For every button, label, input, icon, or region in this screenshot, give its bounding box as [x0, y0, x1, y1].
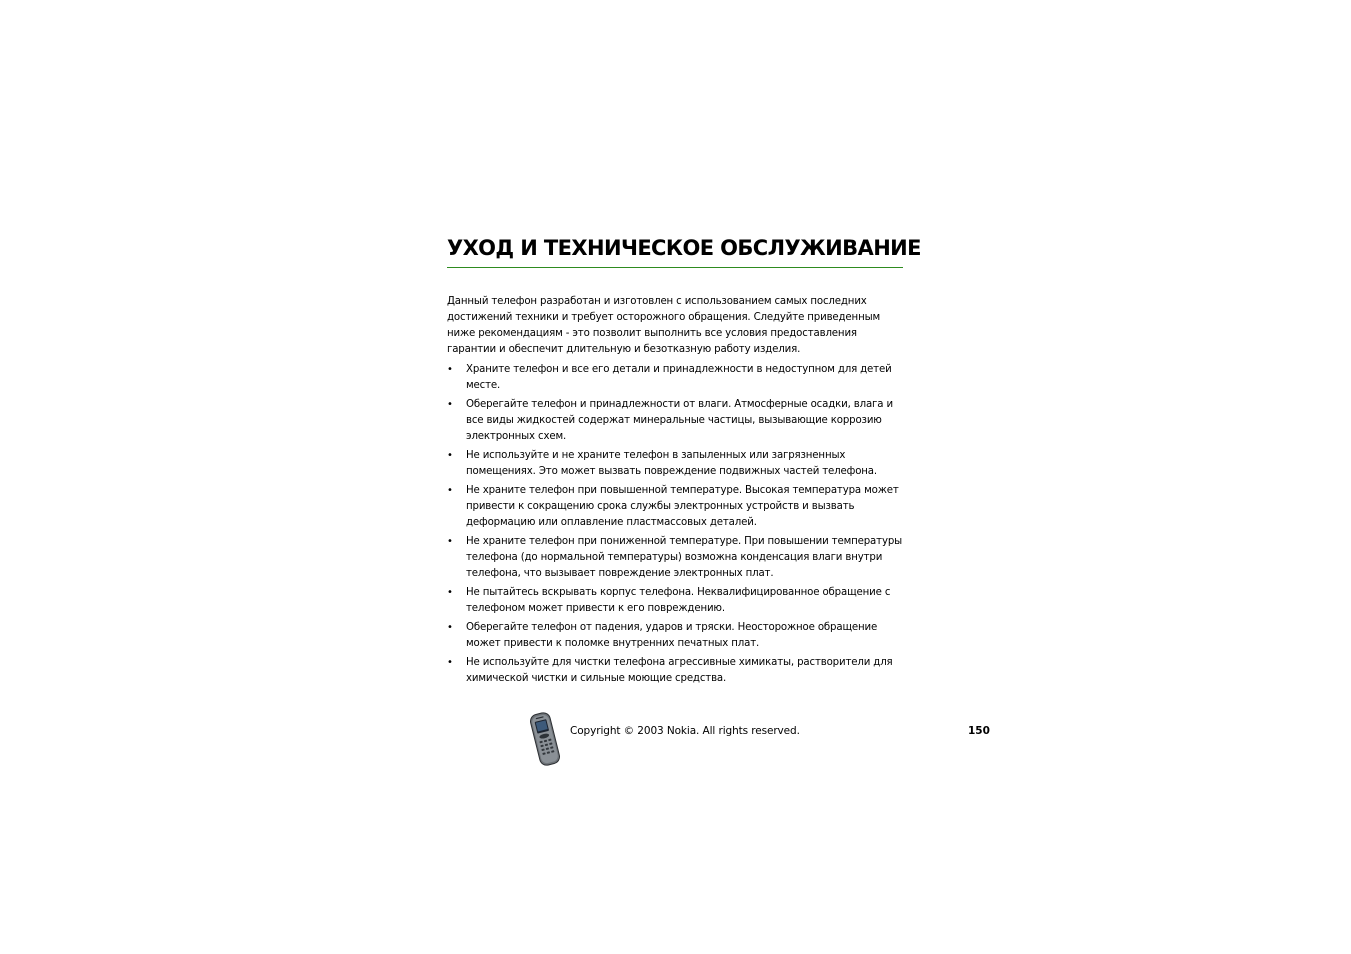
bullet-icon: • [447, 450, 453, 461]
bullet-icon: • [447, 536, 453, 547]
bullet-icon: • [447, 657, 453, 668]
bullet-icon: • [447, 622, 453, 633]
list-item [447, 397, 907, 445]
list-item-text: Оберегайте телефон и принадлежности от влаги. Атмосферные осадки, влага и все виды жидкостей содержат минеральные частицы, вызывающие коррозию электронных схем. [466, 399, 893, 442]
phone-image [524, 710, 566, 768]
intro-paragraph: Данный телефон разработан и изготовлен с использованием самых последних достижений техники и требует осторожного обращения. Следуйте приведенным ниже рекомендациям - это позволит выполнить все условия предоставления гарантии и обеспечит длительную и безотказную работу изделия. [447, 296, 881, 355]
list-item-text: Не используйте для чистки телефона агрессивные химикаты, растворители для химической чистки и сильные моющие средства. [466, 657, 893, 684]
bullet-icon: • [447, 485, 453, 496]
body-content [447, 294, 907, 690]
list-item-text: Не используйте и не храните телефон в запыленных или загрязненных помещениях. Это может вызвать повреждение подвижных частей телефона. [466, 450, 877, 477]
title-underline [447, 267, 903, 268]
list-item [447, 483, 907, 531]
list-item-text: Оберегайте телефон от падения, ударов и тряски. Неосторожное обращение может привести к поломке внутренних печатных плат. [466, 622, 878, 649]
list-item [447, 534, 907, 582]
page-number: 150 [968, 725, 990, 737]
list-item [447, 585, 907, 617]
list-item [447, 655, 907, 687]
list-item [447, 620, 907, 652]
list-item-text: Храните телефон и все его детали и принадлежности в недоступном для детей месте. [466, 364, 892, 391]
page-footer [524, 710, 994, 770]
bullet-icon: • [447, 364, 453, 375]
copyright-text: Copyright © 2003 Nokia. All rights reserved. [570, 725, 800, 737]
list-item-text: Не храните телефон при повышенной температуре. Высокая температура может привести к сокращению срока службы электронных устройств и вызвать деформацию или оплавление пластмассовых деталей. [466, 485, 899, 528]
list-item [447, 362, 907, 394]
care-instructions-list [447, 362, 907, 687]
bullet-icon: • [447, 587, 453, 598]
list-item-text: Не пытайтесь вскрывать корпус телефона. Неквалифицированное обращение с телефоном может привести к его повреждению. [466, 587, 891, 614]
list-item-text: Не храните телефон при пониженной температуре. При повышении температуры телефона (до нормальной температуры) возможна конденсация влаги внутри телефона, что вызывает повреждение электронных плат. [466, 536, 903, 579]
page-title: УХОД И ТЕХНИЧЕСКОЕ ОБСЛУЖИВАНИЕ [447, 236, 921, 260]
bullet-icon: • [447, 399, 453, 410]
list-item [447, 448, 907, 480]
